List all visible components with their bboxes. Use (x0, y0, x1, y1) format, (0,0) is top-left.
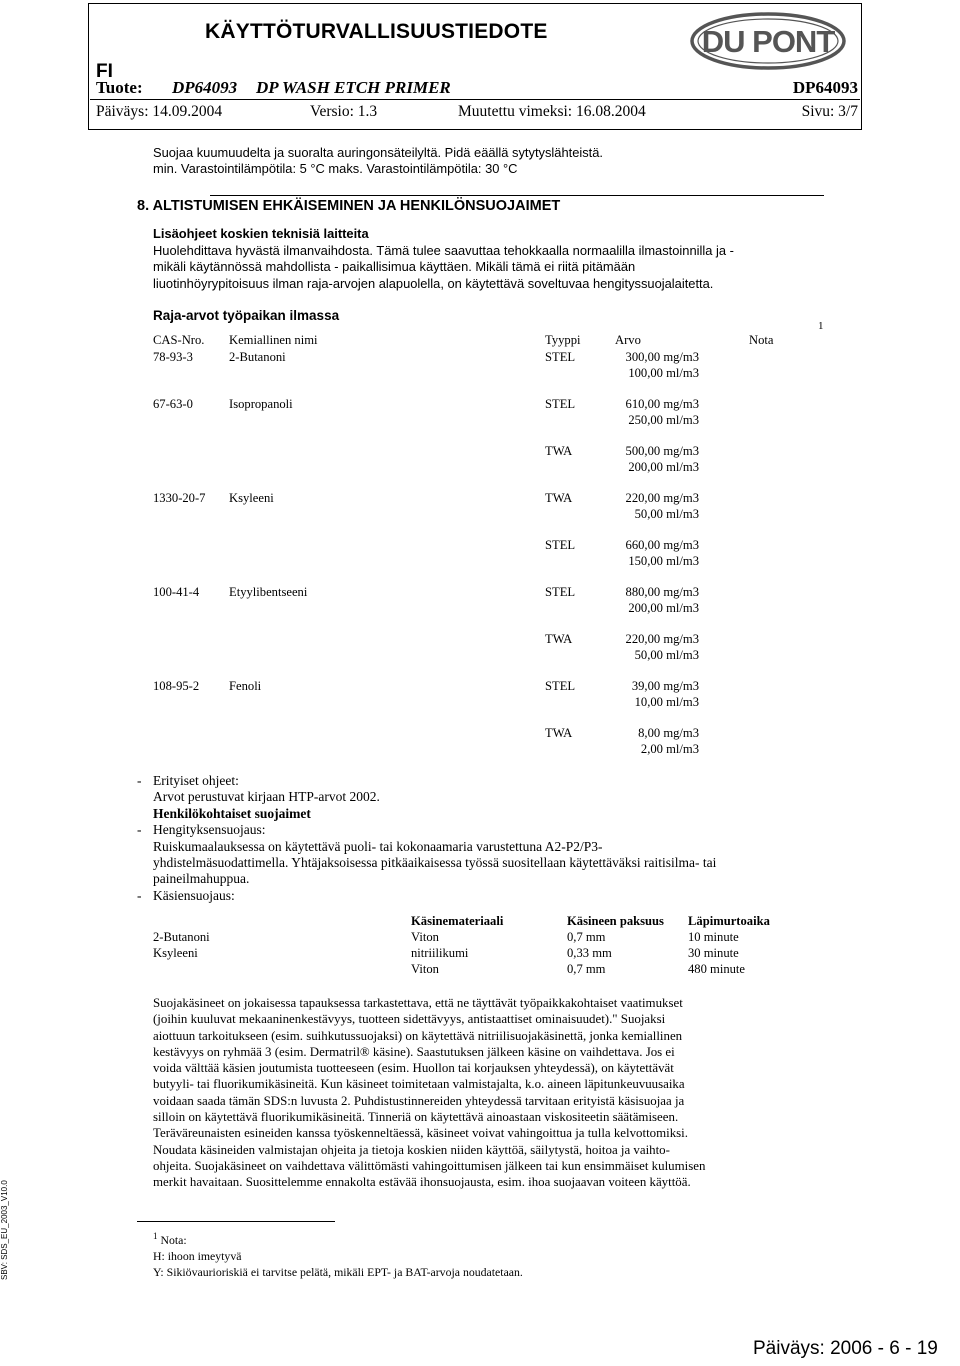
cell-name: Etyylibentseeni (229, 585, 308, 599)
cell-name: Ksyleeni (229, 491, 274, 505)
header-divider (90, 99, 860, 100)
col-type: Tyyppi (545, 333, 581, 347)
cell-cas: 78-93-3 (153, 350, 193, 364)
cell-value-ml: 250,00 ml/m3 (628, 413, 699, 427)
item-title: Käsiensuojaus: (153, 887, 235, 903)
section-body (153, 226, 734, 292)
limits-heading: Raja-arvot työpaikan ilmassa (153, 308, 340, 323)
item-title: Erityiset ohjeet: (153, 773, 239, 788)
item-text: Ruiskumaalauksessa on käytettävä puoli- tai kokonaamaria varustettuna A2-P2/P3- (153, 838, 603, 854)
cell-value-mg: 300,00 mg/m3 (625, 350, 699, 364)
item-title: Hengityksensuojaus: (153, 822, 266, 838)
dash: - (137, 822, 142, 838)
product-row (96, 78, 858, 98)
cell-name: Isopropanoli (229, 397, 293, 411)
cell-type: TWA (545, 726, 573, 740)
cell-substance: 2-Butanoni (153, 930, 210, 944)
cell-time: 480 minute (688, 962, 746, 976)
footnote-marker: 1 (153, 1231, 158, 1241)
footnote-label: Nota: (160, 1232, 187, 1247)
version: Versio: 1.3 (310, 103, 378, 120)
text-line: voidaan saada tämän SDS:n luvusta 2. Puhdistustinnereiden yhteydessä tarvitaan erityistä käsisuojaa ja (153, 1093, 685, 1108)
list-item (137, 773, 716, 789)
text-line: Suojakäsineet on jokaisessa tapauksessa tarkastettava, että ne täyttävät työpaikkakohtaiset vaatimukset (153, 996, 683, 1010)
footnote-line: Y: Sikiövaurioriskiä ei tarvitse pelätä, mikäli EPT- ja BAT-arvoja noudatetaan. (153, 1264, 523, 1279)
col-name: Kemiallinen nimi (229, 333, 318, 347)
col-material: Käsinemateriaali (411, 914, 504, 928)
cell-value-mg: 880,00 mg/m3 (625, 585, 699, 599)
item-text: yhdistelmäsuodattimella. Yhtäjaksoisessa pitkäaikaisessa työssä suositellaan käytettäväksi raitisilma- tai (153, 855, 717, 871)
section-divider (210, 195, 824, 196)
side-code: SBV: SDS_EU_2003_V10.0 (0, 1180, 9, 1280)
col-breakthrough: Läpimurtoaika (688, 914, 770, 928)
cell-type: TWA (545, 632, 573, 646)
cell-value-mg: 220,00 mg/m3 (625, 632, 699, 646)
item-text: Arvot perustuvat kirjaan HTP-arvot 2002. (153, 789, 380, 805)
footnote-divider (137, 1221, 335, 1222)
text-line: silloin on käytettävä fluorikumikäsineitä. Tinneriä on käytettävä ainoastaan viskositeetin säätämiseen. (153, 1110, 679, 1125)
cell-material: Viton (411, 930, 439, 944)
text-line: mikäli käytännössä mahdollista - paikallisimua käyttäen. Mikäli tämä ei riitä pitämään (153, 259, 636, 275)
cell-value-mg: 500,00 mg/m3 (625, 444, 699, 458)
text-line: Teräväreunaisten esineiden kanssa työskenneltäessä, käsineet voivat vahingoittua ja tulla kelvottomiksi. (153, 1126, 688, 1141)
cell-thickness: 0,33 mm (567, 946, 612, 960)
cell-cas: 1330-20-7 (153, 491, 206, 505)
cell-value-ml: 150,00 ml/m3 (628, 554, 699, 568)
col-nota: Nota (749, 333, 774, 347)
cell-type: TWA (545, 444, 573, 458)
modified-date: Muutettu vimeksi: 16.08.2004 (458, 103, 646, 120)
text-line: aiottuun tarkoitukseen (esim. suihkutussuojaksi) on käytettävä nitriilisuojakäsinettä, jonka kemiallinen (153, 1028, 683, 1043)
product-name: DP WASH ETCH PRIMER (256, 78, 451, 97)
issue-date: Päiväys: 14.09.2004 (96, 103, 223, 120)
cell-cas: 67-63-0 (153, 397, 193, 411)
cell-value-mg: 39,00 mg/m3 (631, 679, 699, 693)
text-line: kestävyys on ryhmää 3 (esim. Dermatril® käsine). Saastutuksen jälkeen käsine on vaihdettava. Jos ei (153, 1044, 675, 1059)
text-line: (joihin kuuluvat mekaaninenkestävyys, tuotteen sidettävyys, antistaattiset ominaisuudet)." Suojaksi (153, 1012, 666, 1027)
text-line: merkit havaitaan. Suosittelemme ennakolta estävää ihonsuojausta, esim. ihoa suojaavan voiteen käyttöä. (153, 1175, 691, 1190)
list-item (137, 888, 716, 904)
cell-value-ml: 2,00 ml/m3 (640, 742, 699, 756)
cell-value-mg: 8,00 mg/m3 (638, 726, 699, 740)
meta-row (96, 103, 858, 123)
ppe-heading: Henkilökohtaiset suojaimet (153, 805, 311, 821)
cell-type: STEL (545, 679, 576, 693)
dash: - (137, 887, 142, 903)
footnote-marker: 1 (818, 320, 824, 332)
dash: - (137, 773, 142, 788)
cell-material: Viton (411, 962, 439, 976)
section-heading: 8. ALTISTUMISEN EHKÄISEMINEN JA HENKILÖNSUOJAIMET (137, 198, 561, 214)
cell-value-mg: 220,00 mg/m3 (625, 491, 699, 505)
cell-material: nitriilikumi (411, 946, 469, 960)
cell-thickness: 0,7 mm (567, 930, 606, 944)
footnote-line: H: ihoon imeytyvä (153, 1248, 242, 1263)
cell-thickness: 0,7 mm (567, 962, 606, 976)
cell-value-mg: 660,00 mg/m3 (625, 538, 699, 552)
language-code: FI (96, 61, 113, 82)
cell-value-ml: 50,00 ml/m3 (634, 507, 699, 521)
dupont-logo (690, 12, 846, 70)
text-line: butyyli- tai fluorikumikäsineitä. Kun käsineet toimitetaan valmistajalta, k.o. aineen läpitunkeuvuusaika (153, 1077, 685, 1092)
cell-cas: 108-95-2 (153, 679, 200, 693)
cell-name: Fenoli (229, 679, 262, 693)
footnote (153, 1229, 523, 1280)
gloves-paragraph (153, 995, 705, 1191)
text-line: liuotinhöyrypitoisuus ilman raja-arvojen alapuolella, on käytettävä soveltuvaa hengityssuojalaitetta. (153, 275, 714, 291)
print-date: Päiväys: 2006 - 6 - 19 (753, 1338, 938, 1359)
cell-name: 2-Butanoni (229, 350, 286, 364)
document-title: KÄYTTÖTURVALLISUUSTIEDOTE (205, 20, 548, 43)
text-line: min. Varastointilämpötila: 5 °C maks. Varastointilämpötila: 30 °C (153, 161, 518, 177)
cell-value-mg: 610,00 mg/m3 (625, 397, 699, 411)
item-text: paineilmahuppua. (153, 871, 250, 887)
cell-cas: 100-41-4 (153, 585, 200, 599)
cell-value-ml: 200,00 ml/m3 (628, 601, 699, 615)
cell-time: 10 minute (688, 930, 739, 944)
cell-type: STEL (545, 538, 576, 552)
product-code-right: DP64093 (792, 78, 858, 97)
cell-time: 30 minute (688, 946, 739, 960)
cell-value-ml: 50,00 ml/m3 (634, 648, 699, 662)
product-code: DP64093 (172, 78, 238, 97)
text-line: Huolehdittava hyvästä ilmanvaihdosta. Tämä tulee saavuttaa tehokkaalla normaalilla ilmastoinnilla ja - (153, 243, 734, 259)
list-item (137, 822, 716, 838)
special-instructions (137, 773, 716, 904)
storage-text (153, 145, 603, 177)
cell-substance: Ksyleeni (153, 946, 198, 960)
text-line: ohjeita. Suojakäsineet on vaihdettava välittömästi vahingoittumisen jälkeen tai kun ensimmäiset kulumisen (153, 1158, 706, 1173)
cell-type: STEL (545, 585, 576, 599)
footnote-title (153, 1229, 523, 1249)
cell-value-ml: 100,00 ml/m3 (628, 366, 699, 380)
cell-value-ml: 10,00 ml/m3 (634, 695, 699, 709)
product-label: Tuote: (96, 78, 143, 97)
text-line: Suojaa kuumuudelta ja suoralta auringonsäteilyltä. Pidä eäällä sytytyslähteistä. (153, 145, 604, 160)
cell-type: STEL (545, 397, 576, 411)
page-number: Sivu: 3/7 (801, 103, 858, 120)
text-line: voida välttää käsien joutumista tuotteeseen (esim. Huollon tai korjauksen yhteydessä), on käytettävät (153, 1061, 674, 1076)
svg-text:DU PONT: DU PONT (701, 24, 835, 59)
cell-type: TWA (545, 491, 573, 505)
cell-type: STEL (545, 350, 576, 364)
col-thickness: Käsineen paksuus (567, 914, 664, 928)
col-value: Arvo (615, 333, 641, 347)
cell-value-ml: 200,00 ml/m3 (628, 460, 699, 474)
col-cas: CAS-Nro. (153, 333, 205, 347)
text-line: Noudata käsineiden valmistajan ohjeita ja tietoja koskien niiden käyttöä, säilytystä, hoitoa ja vaihto- (153, 1142, 670, 1157)
subheading: Lisäohjeet koskien teknisiä laitteita (153, 226, 369, 241)
